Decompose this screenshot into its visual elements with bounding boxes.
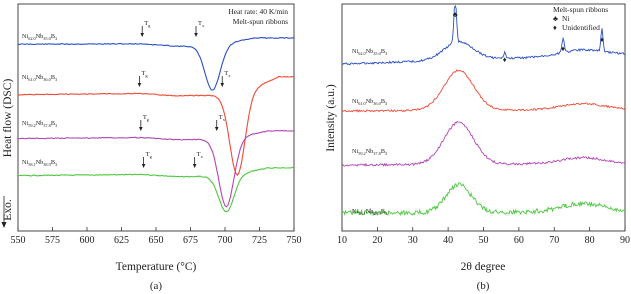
panel-b xyxy=(325,4,630,292)
legend-unidentified-symbol: ♦ xyxy=(553,23,557,32)
x-tick-label: 575 xyxy=(45,235,60,246)
x-tick-label: 80 xyxy=(584,235,595,246)
tx-arrowhead xyxy=(220,83,224,87)
dsc-curve xyxy=(18,76,294,175)
x-tick-label: 70 xyxy=(549,235,560,246)
dsc-curve xyxy=(18,130,294,206)
xrd-pattern-label: $Ni_{58.1}Nb_{38.9}B_3$ xyxy=(352,208,388,216)
tg-marker-label: $T_g$ xyxy=(144,20,151,28)
legend-ni-label: Ni xyxy=(562,14,570,23)
xrd-pattern xyxy=(342,122,625,167)
x-tick-label: 30 xyxy=(407,235,418,246)
exo-indicator xyxy=(2,196,15,228)
tg-marker-label: $T_g$ xyxy=(142,114,150,122)
tx-marker-label: $T_x$ xyxy=(198,20,205,28)
x-tick-label: 550 xyxy=(10,235,26,246)
x-tick-label: 50 xyxy=(478,235,489,246)
xrd-pattern-label: $Ni_{62.0}Nb_{35.0}B_3$ xyxy=(352,48,388,56)
tg-marker-label: $T_g$ xyxy=(141,70,148,78)
panel-a-ribbon-note: Melt-spun ribbons xyxy=(232,17,288,26)
xrd-pattern-label: $Ni_{59.2}Nb_{37.8}B_3$ xyxy=(352,148,388,156)
dsc-curve-label: $Ni_{58.1}Nb_{38.9}B_3$ xyxy=(22,159,58,167)
panel-a-x-axis-label: Temperature (°C) xyxy=(115,261,197,273)
x-tick-label: 675 xyxy=(183,235,198,246)
tx-marker-label: $T_x$ xyxy=(224,70,231,78)
dsc-curve-label: $Ni_{59.2}Nb_{37.8}B_3$ xyxy=(22,120,58,128)
peak-marker: ♣ xyxy=(452,10,458,19)
legend-unidentified-label: Unidentified xyxy=(562,23,600,32)
x-tick-label: 725 xyxy=(252,235,267,246)
x-tick-label: 700 xyxy=(217,235,233,246)
xrd-pattern xyxy=(342,6,625,65)
tg-arrowhead xyxy=(139,127,143,131)
panel-b-curve-labels xyxy=(352,48,387,216)
panel-a xyxy=(2,4,302,292)
tg-arrowhead xyxy=(142,164,146,168)
x-tick-label: 20 xyxy=(372,235,383,246)
panel-b-x-axis-label: 2θ degree xyxy=(460,261,506,273)
xrd-pattern-label: $Ni_{61.0}Nb_{36.0}B_3$ xyxy=(352,98,388,106)
tx-arrowhead xyxy=(194,33,198,37)
x-tick-label: 750 xyxy=(286,235,302,246)
panel-b-legend xyxy=(553,5,608,32)
dsc-curve-label: $Ni_{62.0}Nb_{35.0}B_3$ xyxy=(22,33,58,41)
panel-b-y-axis-label: Intensity (a.u.) xyxy=(325,84,337,152)
panel-a-heat-rate-note: Heat rate: 40 K/min xyxy=(228,7,288,16)
x-tick-label: 625 xyxy=(114,235,129,246)
dsc-curve-label: $Ni_{61.0}Nb_{36.0}B_3$ xyxy=(22,74,58,82)
panel-b-subfigure-label: (b) xyxy=(476,280,490,292)
x-tick-label: 90 xyxy=(620,235,630,246)
exo-label: Exo. xyxy=(2,199,14,221)
dsc-curve xyxy=(18,38,294,91)
x-tick-label: 600 xyxy=(79,235,95,246)
tg-arrowhead xyxy=(138,83,142,87)
panel-b-plot-frame xyxy=(342,4,625,231)
panel-b-peak-markers xyxy=(453,10,604,64)
tx-arrowhead xyxy=(215,127,219,131)
legend-title: Melt-spun ribbons xyxy=(553,5,609,14)
exo-arrow-head xyxy=(2,222,7,228)
dsc-curve xyxy=(18,167,294,211)
x-tick-label: 60 xyxy=(513,235,524,246)
tg-arrowhead xyxy=(140,33,144,37)
peak-marker: ♦ xyxy=(502,55,507,64)
legend-ni-symbol: ♣ xyxy=(553,14,558,23)
x-tick-label: 40 xyxy=(443,235,454,246)
panel-a-curve-labels xyxy=(22,33,57,167)
x-tick-label: 650 xyxy=(148,235,164,246)
peak-marker: ♦ xyxy=(561,44,566,53)
panel-b-xrd-patterns xyxy=(342,6,625,215)
x-tick-label: 10 xyxy=(337,235,347,246)
panel-a-x-ticks xyxy=(11,227,302,246)
panel-a-y-axis-label: Heat flow (DSC) xyxy=(2,78,14,158)
peak-marker: ♦ xyxy=(600,35,604,44)
panel-a-subfigure-label: (a) xyxy=(149,280,163,292)
tg-marker-label: $T_g$ xyxy=(145,151,152,159)
tx-arrowhead xyxy=(193,164,197,168)
panel-b-x-ticks xyxy=(337,227,630,246)
tx-marker-label: $T_x$ xyxy=(196,151,203,159)
panel-a-dsc-curves xyxy=(18,38,294,212)
tx-marker-label: $T_x$ xyxy=(218,114,225,122)
